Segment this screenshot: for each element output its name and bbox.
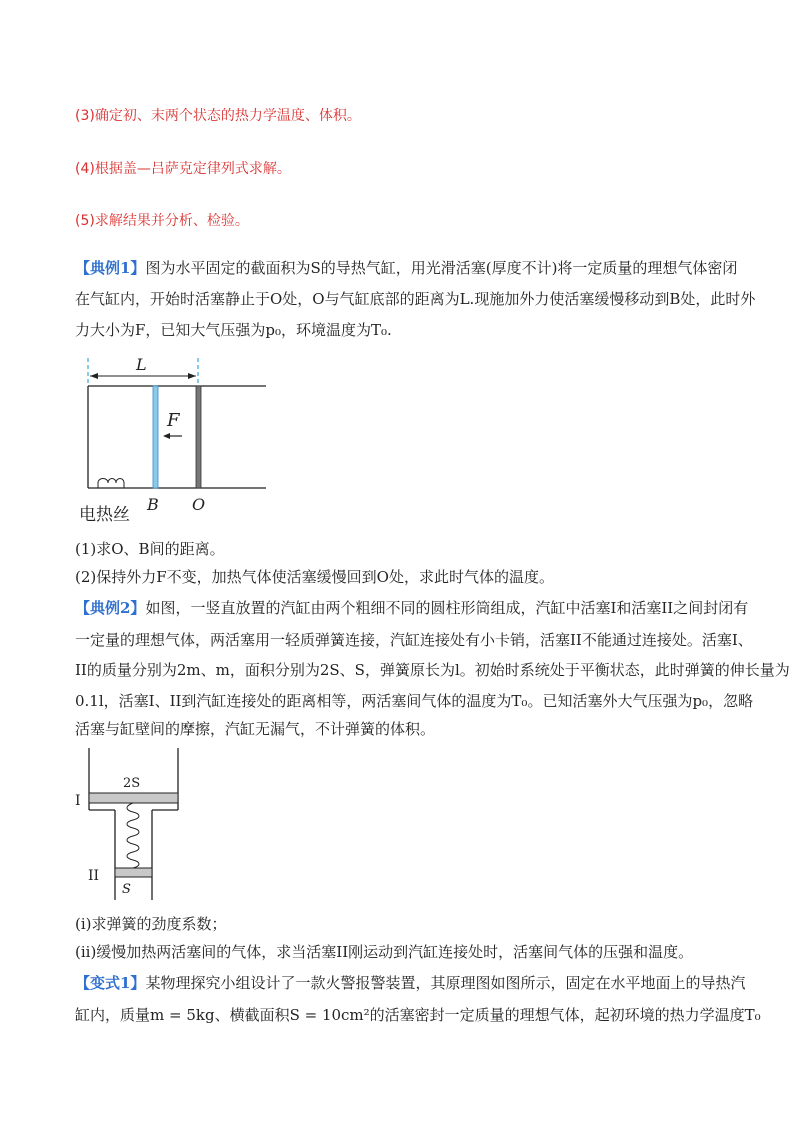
cylinder-figure-1 [70, 350, 280, 530]
example1-q2: (2)保持外力F不变，加热气体使活塞缓慢回到O处，求此时气体的温度。 [75, 568, 554, 586]
spring-icon [127, 803, 139, 868]
example2-line3: II的质量分别为2m、m，面积分别为2S、S，弹簧原长为l。初始时系统处于平衡状态，此时弹簧的伸长量为 [75, 661, 790, 679]
heater-coil-icon [98, 479, 124, 489]
step-5: (5)求解结果并分析、检验。 [75, 213, 249, 229]
example2-line2: 一定量的理想气体，两活塞用一轻质弹簧连接，汽缸连接处有小卡销，活塞II不能通过连接处。活塞I、 [75, 631, 753, 649]
example2-line4: 0.1l，活塞I、II到汽缸连接处的距离相等，两活塞间气体的温度为T₀。已知活塞外大气压强为p₀，忽略 [75, 692, 754, 710]
piston-2 [115, 868, 152, 877]
step-4: (4)根据盖—吕萨克定律列式求解。 [75, 161, 291, 177]
piston-2-label: II [88, 868, 100, 884]
example2-text1: 如图，一竖直放置的汽缸由两个粗细不同的圆柱形筒组成，汽缸中活塞I和活塞II之间封闭有 [145, 599, 749, 617]
length-label: L [136, 355, 147, 374]
piston-1 [89, 793, 178, 803]
label-b: B [147, 495, 159, 514]
example1-text1: 图为水平固定的截面积为S的导热气缸，用光滑活塞(厚度不计)将一定质量的理想气体密闭 [145, 259, 738, 277]
piston-b [153, 386, 158, 488]
heater-label: 电热丝 [79, 505, 130, 525]
example2-line5: 活塞与缸壁间的摩擦，汽缸无漏气，不计弹簧的体积。 [75, 720, 436, 738]
piston-o [196, 386, 201, 488]
variant1-tag: 【变式1】 [75, 974, 146, 992]
step-3: (3)确定初、末两个状态的热力学温度、体积。 [75, 108, 361, 124]
example1-line2: 在气缸内，开始时活塞静止于O处，O与气缸底部的距离为L.现施加外力使活塞缓慢移动到B处，此时外 [75, 290, 756, 308]
variant1-line2: 缸内，质量m = 5kg、横截面积S = 10cm²的活塞密封一定质量的理想气体，起初环境的热力学温度T₀ [75, 1006, 761, 1024]
piston-1-label: I [75, 793, 81, 809]
force-label: F [167, 410, 180, 431]
example1-tag: 【典例1】 [75, 259, 146, 277]
variant1-line1 [75, 973, 745, 993]
cylinder-figure-2 [72, 748, 192, 908]
example2-q1: (i)求弹簧的劲度系数； [75, 915, 227, 933]
example1-q1: (1)求O、B间的距离。 [75, 540, 225, 558]
top-area-label: 2S [123, 776, 141, 791]
label-o: O [192, 495, 206, 514]
variant1-text1: 某物理探究小组设计了一款火警报警装置，其原理图如图所示，固定在水平地面上的导热汽 [145, 974, 746, 992]
example2-line1 [75, 598, 748, 618]
example1-line1 [75, 258, 737, 278]
example2-q2: (ii)缓慢加热两活塞间的气体，求当活塞II刚运动到汽缸连接处时，活塞间气体的压强和温度。 [75, 943, 694, 961]
example2-tag: 【典例2】 [75, 599, 146, 617]
example1-line3: 力大小为F，已知大气压强为p₀，环境温度为T₀. [75, 321, 392, 339]
bottom-area-label: S [122, 882, 131, 897]
